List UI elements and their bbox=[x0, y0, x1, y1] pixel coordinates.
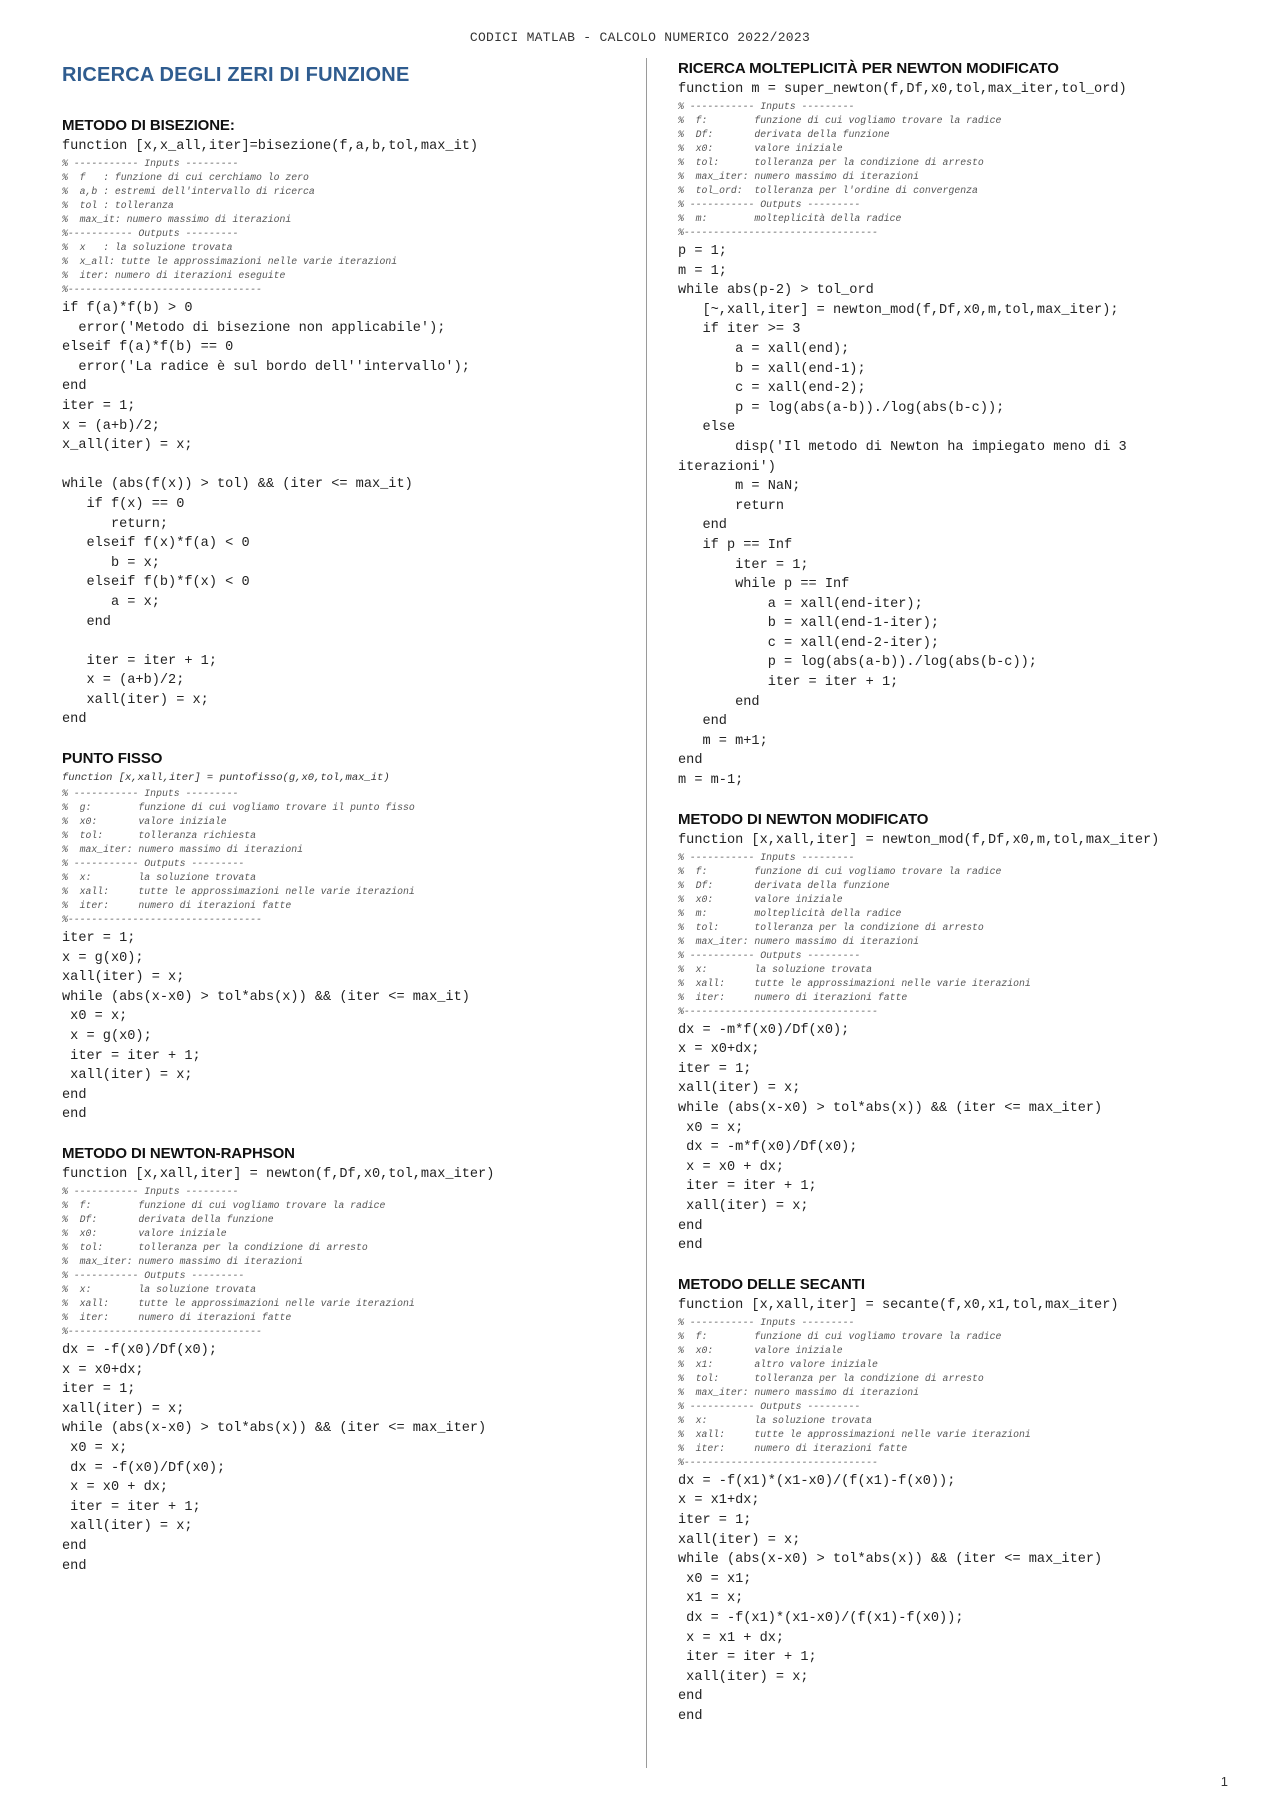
code-line: a = xall(end); bbox=[678, 341, 850, 357]
code-line: error('Metodo di bisezione non applicabile'); bbox=[62, 320, 446, 336]
code-line: end bbox=[62, 712, 87, 728]
function-signature: function [x,x_all,iter]=bisezione(f,a,b,tol,max_it) bbox=[62, 139, 479, 154]
code-line: m = m-1; bbox=[678, 773, 744, 789]
code-block bbox=[678, 242, 1258, 791]
comment-line: % f: funzione di cui vogliamo trovare la radice bbox=[678, 1330, 1002, 1342]
code-line: while (abs(f(x)) > tol) && (iter <= max_it) bbox=[62, 477, 413, 493]
comment-line: % x: la soluzione trovata bbox=[62, 872, 257, 884]
comment-line: % x0: valore iniziale bbox=[678, 893, 843, 905]
code-block bbox=[62, 1341, 632, 1576]
code-line: end bbox=[678, 753, 703, 769]
comment-line: % iter: numero di iterazioni fatte bbox=[678, 1442, 908, 1454]
code-line: dx = -f(x1)*(x1-x0)/(f(x1)-f(x0)); bbox=[678, 1610, 964, 1626]
code-line: x0 = x1; bbox=[678, 1571, 752, 1587]
code-line: end bbox=[678, 1238, 703, 1254]
section-punto-fisso bbox=[62, 750, 632, 1125]
code-line: end bbox=[678, 1218, 703, 1234]
code-line: end bbox=[62, 1107, 87, 1123]
code-line: iter = 1; bbox=[678, 1061, 752, 1077]
code-line: x = x0 + dx; bbox=[62, 1480, 169, 1496]
code-line: return; bbox=[62, 516, 169, 532]
code-line: dx = -m*f(x0)/Df(x0); bbox=[678, 1022, 850, 1038]
comment-line: % ----------- Inputs --------- bbox=[678, 851, 855, 863]
comment-block bbox=[678, 1316, 1258, 1470]
code-line: disp('Il metodo di Newton ha impiegato meno di 3 bbox=[678, 439, 1127, 455]
main-title: RICERCA DEGLI ZERI DI FUNZIONE bbox=[62, 64, 410, 86]
right-column bbox=[678, 60, 1258, 1746]
code-block bbox=[62, 299, 632, 730]
comment-line: % tol: tolleranza per la condizione di arresto bbox=[678, 157, 984, 168]
code-line: if p == Inf bbox=[678, 537, 793, 553]
comment-line: % f: funzione di cui vogliamo trovare la radice bbox=[678, 115, 1002, 126]
code-line: xall(iter) = x; bbox=[62, 692, 209, 708]
code-line: if f(a)*f(b) > 0 bbox=[62, 301, 193, 316]
comment-line: % ----------- Outputs --------- bbox=[62, 1270, 245, 1281]
function-signature: function [x,xall,iter] = puntofisso(g,x0,tol,max_it) bbox=[62, 772, 390, 785]
code-line: x1 = x; bbox=[678, 1591, 744, 1607]
comment-line: % max_iter: numero massimo di iterazioni bbox=[62, 844, 304, 856]
code-line: return bbox=[678, 498, 785, 514]
code-line: if f(x) == 0 bbox=[62, 496, 185, 512]
code-line: end bbox=[62, 379, 87, 395]
section-title: METODO DI NEWTON MODIFICATO bbox=[678, 810, 929, 828]
code-line: iter = 1; bbox=[62, 398, 136, 414]
comment-line: %--------------------------------- bbox=[62, 1326, 262, 1337]
comment-line: % g: funzione di cui vogliamo trovare il punto fisso bbox=[62, 802, 415, 814]
comment-line: % a,b : estremi dell'intervallo di ricerca bbox=[62, 186, 315, 197]
code-line: dx = -f(x0)/Df(x0); bbox=[62, 1460, 226, 1476]
comment-line: % m: molteplicità della radice bbox=[678, 213, 902, 224]
comment-line: % tol: tolleranza per la condizione di arresto bbox=[678, 921, 984, 933]
comment-line: % x: la soluzione trovata bbox=[678, 963, 873, 975]
code-line: end bbox=[678, 694, 760, 710]
code-line: iterazioni') bbox=[678, 459, 776, 475]
section-title: RICERCA MOLTEPLICITÀ PER NEWTON MODIFICATO bbox=[678, 60, 1059, 77]
code-line: x = x1+dx; bbox=[678, 1493, 760, 1509]
code-line: dx = -f(x1)*(x1-x0)/(f(x1)-f(x0)); bbox=[678, 1473, 956, 1489]
comment-line: % max_iter: numero massimo di iterazioni bbox=[678, 1386, 920, 1398]
code-line: x = x0 + dx; bbox=[678, 1159, 785, 1175]
comment-line: % x0: valore iniziale bbox=[62, 816, 227, 828]
code-line: iter = iter + 1; bbox=[62, 1499, 201, 1515]
comment-line: %----------- Outputs --------- bbox=[62, 228, 239, 239]
code-line: while abs(p-2) > tol_ord bbox=[678, 283, 874, 299]
code-line: b = x; bbox=[62, 555, 160, 571]
code-line: a = xall(end-iter); bbox=[678, 596, 923, 612]
code-line: end bbox=[62, 1558, 87, 1574]
function-signature: function [x,xall,iter] = secante(f,x0,x1,tol,max_iter) bbox=[678, 1297, 1119, 1313]
comment-line: % tol: tolleranza per la condizione di arresto bbox=[678, 1372, 984, 1384]
comment-line: % tol_ord: tolleranza per l'ordine di convergenza bbox=[678, 185, 978, 196]
comment-line: % ----------- Inputs --------- bbox=[678, 101, 855, 112]
code-line: iter = iter + 1; bbox=[678, 1179, 817, 1195]
comment-line: % iter: numero di iterazioni fatte bbox=[678, 991, 908, 1003]
code-block bbox=[62, 929, 632, 1125]
comment-line: % ----------- Outputs --------- bbox=[678, 1400, 861, 1412]
code-line: end bbox=[678, 518, 727, 534]
comment-block bbox=[62, 787, 632, 927]
code-line: b = xall(end-1-iter); bbox=[678, 616, 940, 632]
comment-line: % tol : tolleranza bbox=[62, 200, 174, 211]
comment-line: % max_iter: numero massimo di iterazioni bbox=[678, 935, 920, 947]
code-line: m = 1; bbox=[678, 263, 727, 279]
comment-line: % iter: numero di iterazioni fatte bbox=[62, 1312, 292, 1323]
left-sections bbox=[62, 117, 632, 1576]
comment-line: %--------------------------------- bbox=[62, 914, 262, 926]
comment-line: % x: la soluzione trovata bbox=[678, 1414, 873, 1426]
comment-line: %--------------------------------- bbox=[678, 1456, 878, 1468]
right-sections bbox=[678, 60, 1258, 1726]
code-line: xall(iter) = x; bbox=[678, 1081, 801, 1097]
comment-block bbox=[62, 1185, 632, 1339]
code-line: iter = iter + 1; bbox=[678, 1650, 817, 1666]
comment-line: % f: funzione di cui vogliamo trovare la radice bbox=[62, 1200, 386, 1211]
comment-line: % xall: tutte le approssimazioni nelle varie iterazioni bbox=[62, 1298, 415, 1309]
code-line: while (abs(x-x0) > tol*abs(x)) && (iter <= max_it) bbox=[62, 989, 470, 1005]
code-line: m = m+1; bbox=[678, 733, 768, 749]
function-signature: function [x,xall,iter] = newton_mod(f,Df,x0,m,tol,max_iter) bbox=[678, 832, 1160, 848]
comment-line: % iter: numero di iterazioni eseguite bbox=[62, 270, 286, 281]
code-line: c = xall(end-2-iter); bbox=[678, 635, 940, 651]
code-line: if iter >= 3 bbox=[678, 322, 801, 338]
code-line: b = xall(end-1); bbox=[678, 361, 866, 377]
comment-line: %--------------------------------- bbox=[678, 227, 878, 238]
code-line: iter = iter + 1; bbox=[62, 653, 217, 669]
code-line: x0 = x; bbox=[678, 1120, 744, 1136]
comment-line: % x0: valore iniziale bbox=[678, 1344, 843, 1356]
code-line: xall(iter) = x; bbox=[62, 1401, 185, 1417]
comment-line: % x : la soluzione trovata bbox=[62, 242, 233, 253]
code-line: c = xall(end-2); bbox=[678, 381, 866, 397]
function-signature: function [x,xall,iter] = newton(f,Df,x0,tol,max_iter) bbox=[62, 1167, 495, 1182]
comment-line: % xall: tutte le approssimazioni nelle varie iterazioni bbox=[678, 1428, 1031, 1440]
code-line: while p == Inf bbox=[678, 577, 850, 593]
comment-line: % x0: valore iniziale bbox=[678, 143, 843, 154]
page-header: CODICI MATLAB - CALCOLO NUMERICO 2022/2023 bbox=[469, 30, 811, 45]
code-line: m = NaN; bbox=[678, 479, 801, 495]
section-title: PUNTO FISSO bbox=[62, 750, 163, 768]
function-signature: function m = super_newton(f,Df,x0,tol,max_iter,tol_ord) bbox=[678, 82, 1127, 97]
comment-line: % Df: derivata della funzione bbox=[678, 879, 890, 891]
code-line: p = log(abs(a-b))./log(abs(b-c)); bbox=[678, 655, 1037, 671]
comment-line: % ----------- Outputs --------- bbox=[678, 199, 861, 210]
section-metodo-delle-secanti bbox=[678, 1276, 1258, 1727]
code-line: p = 1; bbox=[678, 244, 727, 259]
section-title: METODO DI BISEZIONE: bbox=[62, 117, 235, 134]
comment-line: % max_it: numero massimo di iterazioni bbox=[62, 214, 292, 225]
section-title: METODO DELLE SECANTI bbox=[678, 1275, 865, 1293]
code-line: p = log(abs(a-b))./log(abs(b-c)); bbox=[678, 400, 1005, 416]
code-line: while (abs(x-x0) > tol*abs(x)) && (iter <= max_iter) bbox=[62, 1421, 487, 1437]
code-line: x = g(x0); bbox=[62, 1029, 152, 1045]
code-line: x = (a+b)/2; bbox=[62, 418, 160, 434]
column-divider bbox=[646, 58, 647, 1768]
code-line: else bbox=[678, 420, 736, 436]
left-column bbox=[62, 60, 632, 1596]
comment-line: % max_iter: numero massimo di iterazioni bbox=[678, 171, 920, 182]
code-line: iter = iter + 1; bbox=[678, 675, 899, 691]
comment-line: % f: funzione di cui vogliamo trovare la radice bbox=[678, 865, 1002, 877]
code-line: iter = iter + 1; bbox=[62, 1048, 201, 1064]
code-line: [~,xall,iter] = newton_mod(f,Df,x0,m,tol,max_iter); bbox=[678, 302, 1119, 318]
comment-line: % m: molteplicità della radice bbox=[678, 907, 902, 919]
code-line: elseif f(b)*f(x) < 0 bbox=[62, 575, 250, 591]
code-line: end bbox=[678, 1689, 703, 1705]
comment-line: % tol: tolleranza per la condizione di arresto bbox=[62, 1242, 368, 1253]
comment-line: % ----------- Outputs --------- bbox=[678, 949, 861, 961]
code-line: end bbox=[678, 714, 727, 730]
comment-block bbox=[678, 100, 1258, 240]
code-block bbox=[678, 1021, 1258, 1256]
comment-line: %--------------------------------- bbox=[62, 284, 262, 295]
comment-block bbox=[678, 851, 1258, 1019]
code-line bbox=[62, 456, 632, 476]
code-line: while (abs(x-x0) > tol*abs(x)) && (iter <= max_iter) bbox=[678, 1552, 1103, 1568]
code-line: end bbox=[678, 1708, 703, 1724]
code-line: xall(iter) = x; bbox=[678, 1669, 809, 1685]
code-line: x_all(iter) = x; bbox=[62, 438, 193, 454]
comment-line: % ----------- Inputs --------- bbox=[62, 158, 239, 169]
code-line: dx = -f(x0)/Df(x0); bbox=[62, 1343, 217, 1358]
comment-line: % x_all: tutte le approssimazioni nelle varie iterazioni bbox=[62, 256, 398, 267]
code-line: x0 = x; bbox=[62, 1009, 128, 1025]
code-line: xall(iter) = x; bbox=[62, 1519, 193, 1535]
section-metodo-di-newton-raphson bbox=[62, 1145, 632, 1576]
code-line: elseif f(x)*f(a) < 0 bbox=[62, 536, 250, 552]
comment-line: % x0: valore iniziale bbox=[62, 1228, 227, 1239]
section-metodo-di-newton-modificato bbox=[678, 811, 1258, 1256]
code-line: x = (a+b)/2; bbox=[62, 673, 185, 689]
code-line bbox=[62, 632, 632, 652]
code-line: xall(iter) = x; bbox=[678, 1198, 809, 1214]
code-line: while (abs(x-x0) > tol*abs(x)) && (iter <= max_iter) bbox=[678, 1101, 1103, 1116]
comment-line: % ----------- Inputs --------- bbox=[678, 1316, 855, 1328]
code-line: error('La radice è sul bordo dell''intervallo'); bbox=[62, 359, 470, 375]
comment-line: % iter: numero di iterazioni fatte bbox=[62, 900, 292, 912]
code-line: end bbox=[62, 1538, 87, 1554]
code-line: elseif f(a)*f(b) == 0 bbox=[62, 340, 234, 356]
comment-line: % Df: derivata della funzione bbox=[62, 1214, 274, 1225]
code-line: x = x0+dx; bbox=[678, 1042, 760, 1058]
code-line: end bbox=[62, 614, 111, 630]
code-line: x = g(x0); bbox=[62, 950, 144, 966]
comment-line: % ----------- Outputs --------- bbox=[62, 858, 245, 870]
code-line: x0 = x; bbox=[62, 1440, 128, 1456]
code-line: iter = 1; bbox=[62, 1382, 136, 1398]
comment-line: % Df: derivata della funzione bbox=[678, 129, 890, 140]
code-line: xall(iter) = x; bbox=[62, 1068, 193, 1084]
code-line: dx = -m*f(x0)/Df(x0); bbox=[678, 1140, 858, 1156]
comment-line: % xall: tutte le approssimazioni nelle varie iterazioni bbox=[62, 886, 415, 898]
section-title: METODO DI NEWTON-RAPHSON bbox=[62, 1145, 295, 1162]
code-line: x = x0+dx; bbox=[62, 1362, 144, 1378]
code-line: xall(iter) = x; bbox=[62, 970, 185, 986]
section-ricerca-molteplicita-per-newton-modificato bbox=[678, 60, 1258, 791]
code-line: end bbox=[62, 1087, 87, 1103]
page-number: 1 bbox=[1220, 1774, 1228, 1789]
comment-line: % f : funzione di cui cerchiamo lo zero bbox=[62, 172, 309, 183]
comment-line: % xall: tutte le approssimazioni nelle varie iterazioni bbox=[678, 977, 1031, 989]
comment-line: % tol: tolleranza richiesta bbox=[62, 830, 257, 842]
code-line: iter = 1; bbox=[678, 1512, 752, 1528]
code-line: x = x1 + dx; bbox=[678, 1630, 785, 1646]
code-line: iter = 1; bbox=[62, 931, 136, 947]
code-line: xall(iter) = x; bbox=[678, 1532, 801, 1548]
comment-line: % ----------- Inputs --------- bbox=[62, 1186, 239, 1197]
comment-line: % x: la soluzione trovata bbox=[62, 1284, 257, 1295]
code-line: a = x; bbox=[62, 594, 160, 610]
comment-line: % max_iter: numero massimo di iterazioni bbox=[62, 1256, 304, 1267]
comment-block bbox=[62, 157, 632, 297]
section-metodo-di-bisezione bbox=[62, 117, 632, 730]
comment-line: %--------------------------------- bbox=[678, 1005, 878, 1017]
code-block bbox=[678, 1472, 1258, 1727]
code-line: iter = 1; bbox=[678, 557, 809, 573]
comment-line: % x1: altro valore iniziale bbox=[678, 1358, 878, 1370]
comment-line: % ----------- Inputs --------- bbox=[62, 788, 239, 800]
